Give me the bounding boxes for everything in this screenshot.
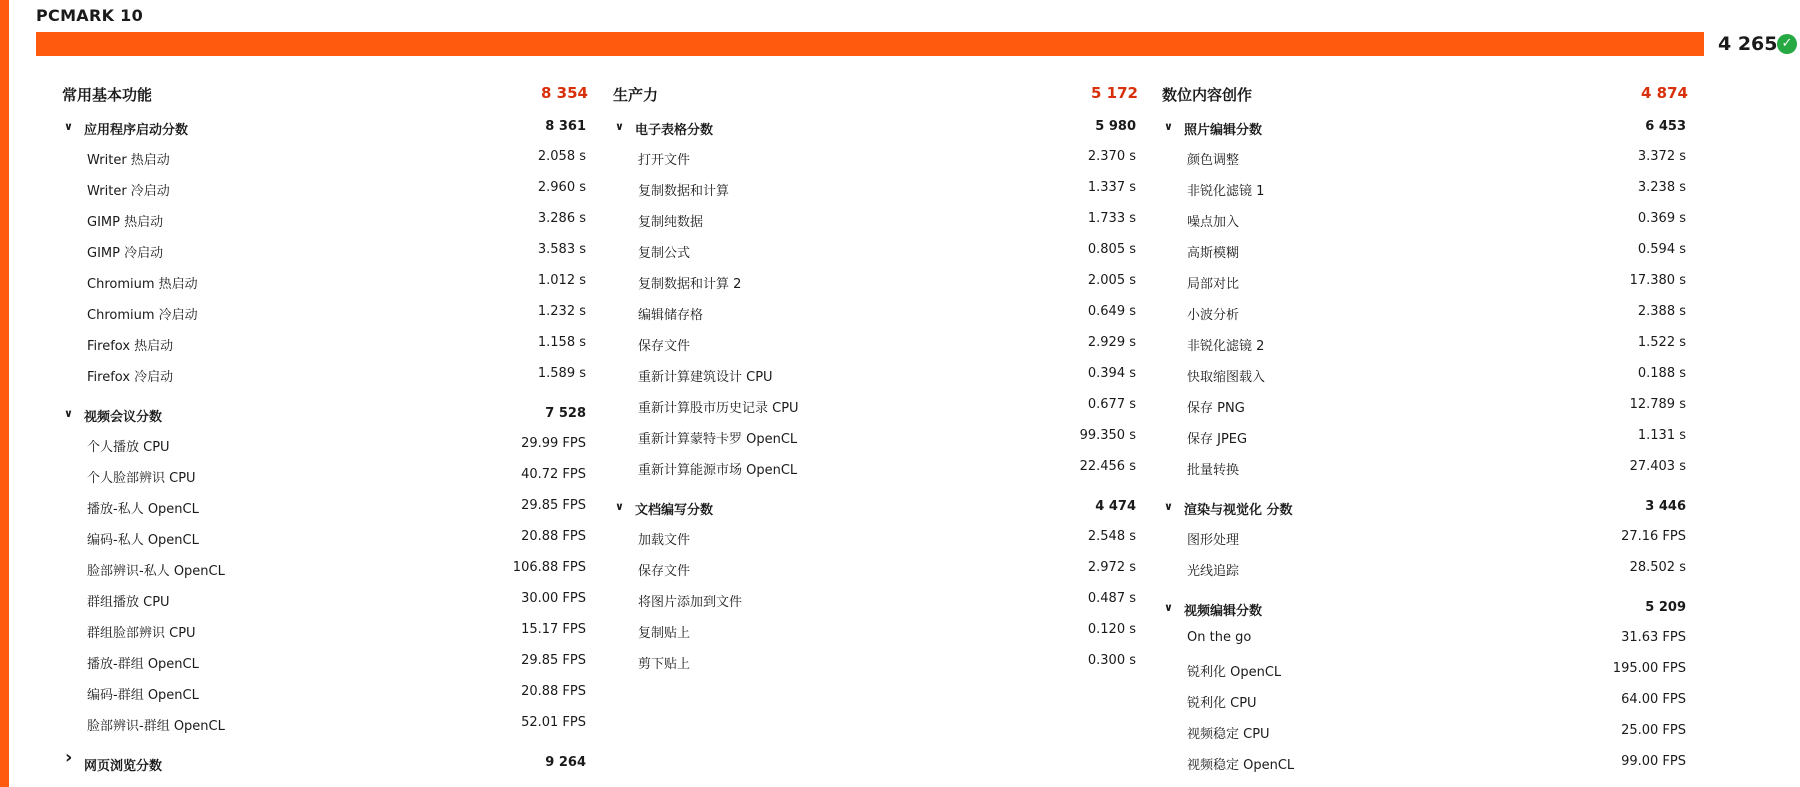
test-label: 复制纯数据 bbox=[638, 215, 704, 230]
group-header[interactable] bbox=[62, 110, 588, 141]
test-row bbox=[613, 389, 1138, 420]
test-label: 群组脸部辨识 CPU bbox=[87, 626, 196, 641]
chevron-right-icon[interactable]: › bbox=[65, 747, 73, 768]
test-value: 99.00 FPS bbox=[1621, 754, 1686, 769]
group-score: 6 453 bbox=[1645, 119, 1686, 134]
category-score: 5 172 bbox=[1091, 84, 1138, 102]
test-row bbox=[1162, 715, 1688, 746]
test-value: 1.589 s bbox=[537, 366, 586, 381]
test-row bbox=[62, 552, 588, 583]
group-header[interactable] bbox=[1162, 490, 1688, 521]
group-header[interactable] bbox=[613, 490, 1138, 521]
group-header[interactable] bbox=[62, 746, 588, 777]
test-value: 29.85 FPS bbox=[521, 498, 586, 513]
test-row bbox=[62, 141, 588, 172]
group-score: 9 264 bbox=[545, 755, 586, 770]
test-label: 局部对比 bbox=[1187, 277, 1240, 292]
group-label: 电子表格分数 bbox=[635, 123, 714, 138]
category-score: 4 874 bbox=[1641, 84, 1688, 102]
group-score: 4 474 bbox=[1095, 499, 1136, 514]
total-score-bar bbox=[36, 32, 1704, 56]
test-label: 重新计算能源市场 OpenCL bbox=[638, 463, 798, 478]
test-value: 3.238 s bbox=[1637, 180, 1686, 195]
test-row bbox=[613, 296, 1138, 327]
test-label: 加载文件 bbox=[638, 533, 691, 548]
test-row bbox=[1162, 358, 1688, 389]
test-row bbox=[1162, 420, 1688, 451]
test-label: 编码-私人 OpenCL bbox=[87, 533, 199, 548]
group-spacer bbox=[1162, 482, 1688, 490]
test-row bbox=[1162, 203, 1688, 234]
group-header[interactable] bbox=[1162, 110, 1688, 141]
test-value: 27.403 s bbox=[1629, 459, 1686, 474]
chevron-down-icon[interactable]: ∨ bbox=[615, 120, 624, 133]
test-label: Chromium 热启动 bbox=[87, 277, 198, 292]
test-row bbox=[613, 583, 1138, 614]
chevron-down-icon[interactable]: ∨ bbox=[64, 407, 73, 420]
group-label: 视频会议分数 bbox=[84, 410, 163, 425]
group-score: 3 446 bbox=[1645, 499, 1686, 514]
group-score: 5 980 bbox=[1095, 119, 1136, 134]
chevron-down-icon[interactable]: ∨ bbox=[1164, 120, 1173, 133]
test-row bbox=[613, 614, 1138, 645]
test-row bbox=[613, 265, 1138, 296]
test-value: 99.350 s bbox=[1079, 428, 1136, 443]
test-label: 保存 PNG bbox=[1187, 401, 1245, 416]
test-label: 编码-群组 OpenCL bbox=[87, 688, 199, 703]
test-value: 1.131 s bbox=[1637, 428, 1686, 443]
test-row bbox=[62, 327, 588, 358]
test-value: 22.456 s bbox=[1079, 459, 1136, 474]
test-value: 15.17 FPS bbox=[521, 622, 586, 637]
group-score: 7 528 bbox=[545, 406, 586, 421]
test-value: 0.300 s bbox=[1087, 653, 1136, 668]
test-value: 0.188 s bbox=[1637, 366, 1686, 381]
group-label: 网页浏览分数 bbox=[84, 759, 163, 774]
test-row bbox=[62, 358, 588, 389]
test-label: 锐利化 OpenCL bbox=[1187, 665, 1282, 680]
test-row bbox=[1162, 389, 1688, 420]
test-label: 重新计算股市历史记录 CPU bbox=[638, 401, 799, 416]
test-row bbox=[613, 327, 1138, 358]
test-value: 2.388 s bbox=[1637, 304, 1686, 319]
test-value: 0.369 s bbox=[1637, 211, 1686, 226]
test-value: 52.01 FPS bbox=[521, 715, 586, 730]
group-label: 应用程序启动分数 bbox=[84, 123, 189, 138]
group-label: 照片编辑分数 bbox=[1184, 123, 1263, 138]
test-label: 将图片添加到文件 bbox=[638, 595, 743, 610]
test-label: 非锐化滤镜 2 bbox=[1187, 339, 1265, 354]
test-row bbox=[62, 707, 588, 738]
test-row bbox=[1162, 451, 1688, 482]
test-value: 40.72 FPS bbox=[521, 467, 586, 482]
test-value: 3.372 s bbox=[1637, 149, 1686, 164]
test-row bbox=[62, 428, 588, 459]
test-row bbox=[62, 490, 588, 521]
test-row bbox=[62, 645, 588, 676]
test-label: 编辑储存格 bbox=[638, 308, 704, 323]
test-value: 29.85 FPS bbox=[521, 653, 586, 668]
test-value: 2.005 s bbox=[1087, 273, 1136, 288]
test-value: 1.232 s bbox=[537, 304, 586, 319]
test-label: 锐利化 CPU bbox=[1187, 696, 1257, 711]
test-row bbox=[613, 141, 1138, 172]
test-label: 复制公式 bbox=[638, 246, 691, 261]
test-label: 脸部辨识-私人 OpenCL bbox=[87, 564, 225, 579]
test-label: 图形处理 bbox=[1187, 533, 1240, 548]
category-title: 常用基本功能 bbox=[62, 86, 153, 104]
test-value: 1.733 s bbox=[1087, 211, 1136, 226]
test-row bbox=[613, 521, 1138, 552]
category-title: 生产力 bbox=[613, 86, 659, 104]
test-value: 2.972 s bbox=[1087, 560, 1136, 575]
test-label: Firefox 热启动 bbox=[87, 339, 174, 354]
test-value: 1.158 s bbox=[537, 335, 586, 350]
test-row bbox=[62, 676, 588, 707]
test-row bbox=[1162, 327, 1688, 358]
test-value: 106.88 FPS bbox=[512, 560, 586, 575]
test-value: 2.548 s bbox=[1087, 529, 1136, 544]
test-label: GIMP 冷启动 bbox=[87, 246, 164, 261]
test-value: 2.960 s bbox=[537, 180, 586, 195]
test-row bbox=[1162, 653, 1688, 684]
test-label: 快取缩图载入 bbox=[1187, 370, 1266, 385]
test-value: 64.00 FPS bbox=[1621, 692, 1686, 707]
test-row bbox=[613, 203, 1138, 234]
test-label: 打开文件 bbox=[638, 153, 691, 168]
test-row bbox=[62, 296, 588, 327]
test-row bbox=[613, 645, 1138, 676]
test-row bbox=[613, 552, 1138, 583]
chevron-down-icon[interactable]: ∨ bbox=[1164, 601, 1173, 614]
category-header bbox=[62, 84, 588, 110]
test-row bbox=[1162, 521, 1688, 552]
test-row bbox=[613, 451, 1138, 482]
test-row bbox=[613, 172, 1138, 203]
chevron-down-icon[interactable]: ∨ bbox=[64, 120, 73, 133]
test-row bbox=[62, 172, 588, 203]
test-value: 28.502 s bbox=[1629, 560, 1686, 575]
test-label: 个人播放 CPU bbox=[87, 440, 170, 455]
test-row bbox=[613, 420, 1138, 451]
test-label: 高斯模糊 bbox=[1187, 246, 1240, 261]
test-row bbox=[62, 265, 588, 296]
test-row bbox=[1162, 746, 1688, 777]
test-label: 保存文件 bbox=[638, 339, 691, 354]
group-header[interactable] bbox=[613, 110, 1138, 141]
test-label: 重新计算蒙特卡罗 OpenCL bbox=[638, 432, 798, 447]
test-value: 0.594 s bbox=[1637, 242, 1686, 257]
test-label: GIMP 热启动 bbox=[87, 215, 164, 230]
test-value: 12.789 s bbox=[1629, 397, 1686, 412]
test-label: 保存 JPEG bbox=[1187, 432, 1248, 447]
test-value: 0.677 s bbox=[1087, 397, 1136, 412]
test-value: 20.88 FPS bbox=[521, 684, 586, 699]
chevron-down-icon[interactable]: ∨ bbox=[615, 500, 624, 513]
test-label: 群组播放 CPU bbox=[87, 595, 170, 610]
test-label: 非锐化滤镜 1 bbox=[1187, 184, 1265, 199]
group-spacer bbox=[1162, 583, 1688, 591]
test-value: 195.00 FPS bbox=[1612, 661, 1686, 676]
test-label: 复制数据和计算 bbox=[638, 184, 730, 199]
left-accent-rule bbox=[0, 0, 9, 787]
column-essentials bbox=[62, 84, 588, 777]
test-label: Writer 热启动 bbox=[87, 153, 170, 168]
test-row bbox=[62, 459, 588, 490]
test-label: 噪点加入 bbox=[1187, 215, 1240, 230]
test-label: 保存文件 bbox=[638, 564, 691, 579]
category-header bbox=[613, 84, 1138, 110]
test-value: 30.00 FPS bbox=[521, 591, 586, 606]
test-label: Firefox 冷启动 bbox=[87, 370, 174, 385]
test-row bbox=[62, 234, 588, 265]
group-score: 5 209 bbox=[1645, 600, 1686, 615]
test-label: 小波分析 bbox=[1187, 308, 1240, 323]
test-label: 复制贴上 bbox=[638, 626, 691, 641]
test-value: 2.058 s bbox=[537, 149, 586, 164]
group-label: 视频编辑分数 bbox=[1184, 604, 1263, 619]
test-row bbox=[62, 203, 588, 234]
test-value: 0.394 s bbox=[1087, 366, 1136, 381]
test-value: 20.88 FPS bbox=[521, 529, 586, 544]
test-value: 29.99 FPS bbox=[521, 436, 586, 451]
test-row bbox=[1162, 684, 1688, 715]
test-row bbox=[1162, 622, 1688, 653]
test-label: 光线追踪 bbox=[1187, 564, 1240, 579]
group-label: 渲染与视觉化 分数 bbox=[1184, 503, 1293, 518]
test-value: 3.286 s bbox=[537, 211, 586, 226]
test-value: 1.522 s bbox=[1637, 335, 1686, 350]
test-row bbox=[62, 614, 588, 645]
test-label: 个人脸部辨识 CPU bbox=[87, 471, 196, 486]
test-row bbox=[1162, 141, 1688, 172]
app-title: PCMARK 10 bbox=[36, 6, 144, 25]
test-label: 颜色调整 bbox=[1187, 153, 1240, 168]
test-row bbox=[1162, 552, 1688, 583]
test-row bbox=[1162, 172, 1688, 203]
test-label: Writer 冷启动 bbox=[87, 184, 170, 199]
test-value: 0.649 s bbox=[1087, 304, 1136, 319]
category-title: 数位内容创作 bbox=[1162, 86, 1253, 104]
column-productivity bbox=[613, 84, 1138, 676]
test-label: 视频稳定 CPU bbox=[1187, 727, 1270, 742]
test-label: 脸部辨识-群组 OpenCL bbox=[87, 719, 225, 734]
test-value: 1.337 s bbox=[1087, 180, 1136, 195]
test-label: 批量转换 bbox=[1187, 463, 1240, 478]
test-row bbox=[1162, 296, 1688, 327]
test-label: On the go bbox=[1187, 630, 1252, 645]
test-label: 视频稳定 OpenCL bbox=[1187, 758, 1295, 773]
test-row bbox=[1162, 234, 1688, 265]
column-digital-content-creation bbox=[1162, 84, 1688, 777]
group-spacer bbox=[62, 389, 588, 397]
test-value: 1.012 s bbox=[537, 273, 586, 288]
test-value: 3.583 s bbox=[537, 242, 586, 257]
check-circle-icon: ✓ bbox=[1777, 34, 1797, 54]
test-value: 0.487 s bbox=[1087, 591, 1136, 606]
test-label: 重新计算建筑设计 CPU bbox=[638, 370, 773, 385]
test-row bbox=[613, 234, 1138, 265]
test-value: 31.63 FPS bbox=[1621, 630, 1686, 645]
group-header[interactable] bbox=[1162, 591, 1688, 622]
test-label: 复制数据和计算 2 bbox=[638, 277, 742, 292]
test-row bbox=[62, 583, 588, 614]
group-spacer bbox=[62, 738, 588, 746]
test-label: 剪下贴上 bbox=[638, 657, 691, 672]
test-label: Chromium 冷启动 bbox=[87, 308, 198, 323]
test-value: 25.00 FPS bbox=[1621, 723, 1686, 738]
group-label: 文档编写分数 bbox=[635, 503, 714, 518]
test-value: 27.16 FPS bbox=[1621, 529, 1686, 544]
group-score: 8 361 bbox=[545, 119, 586, 134]
test-value: 17.380 s bbox=[1629, 273, 1686, 288]
test-value: 2.929 s bbox=[1087, 335, 1136, 350]
test-row bbox=[613, 358, 1138, 389]
total-score: 4 265 bbox=[1718, 33, 1778, 55]
chevron-down-icon[interactable]: ∨ bbox=[1164, 500, 1173, 513]
group-spacer bbox=[613, 482, 1138, 490]
test-label: 播放-私人 OpenCL bbox=[87, 502, 199, 517]
category-header bbox=[1162, 84, 1688, 110]
category-score: 8 354 bbox=[541, 84, 588, 102]
test-label: 播放-群组 OpenCL bbox=[87, 657, 199, 672]
test-value: 0.120 s bbox=[1087, 622, 1136, 637]
test-value: 0.805 s bbox=[1087, 242, 1136, 257]
test-row bbox=[62, 521, 588, 552]
test-value: 2.370 s bbox=[1087, 149, 1136, 164]
test-row bbox=[1162, 265, 1688, 296]
group-header[interactable] bbox=[62, 397, 588, 428]
